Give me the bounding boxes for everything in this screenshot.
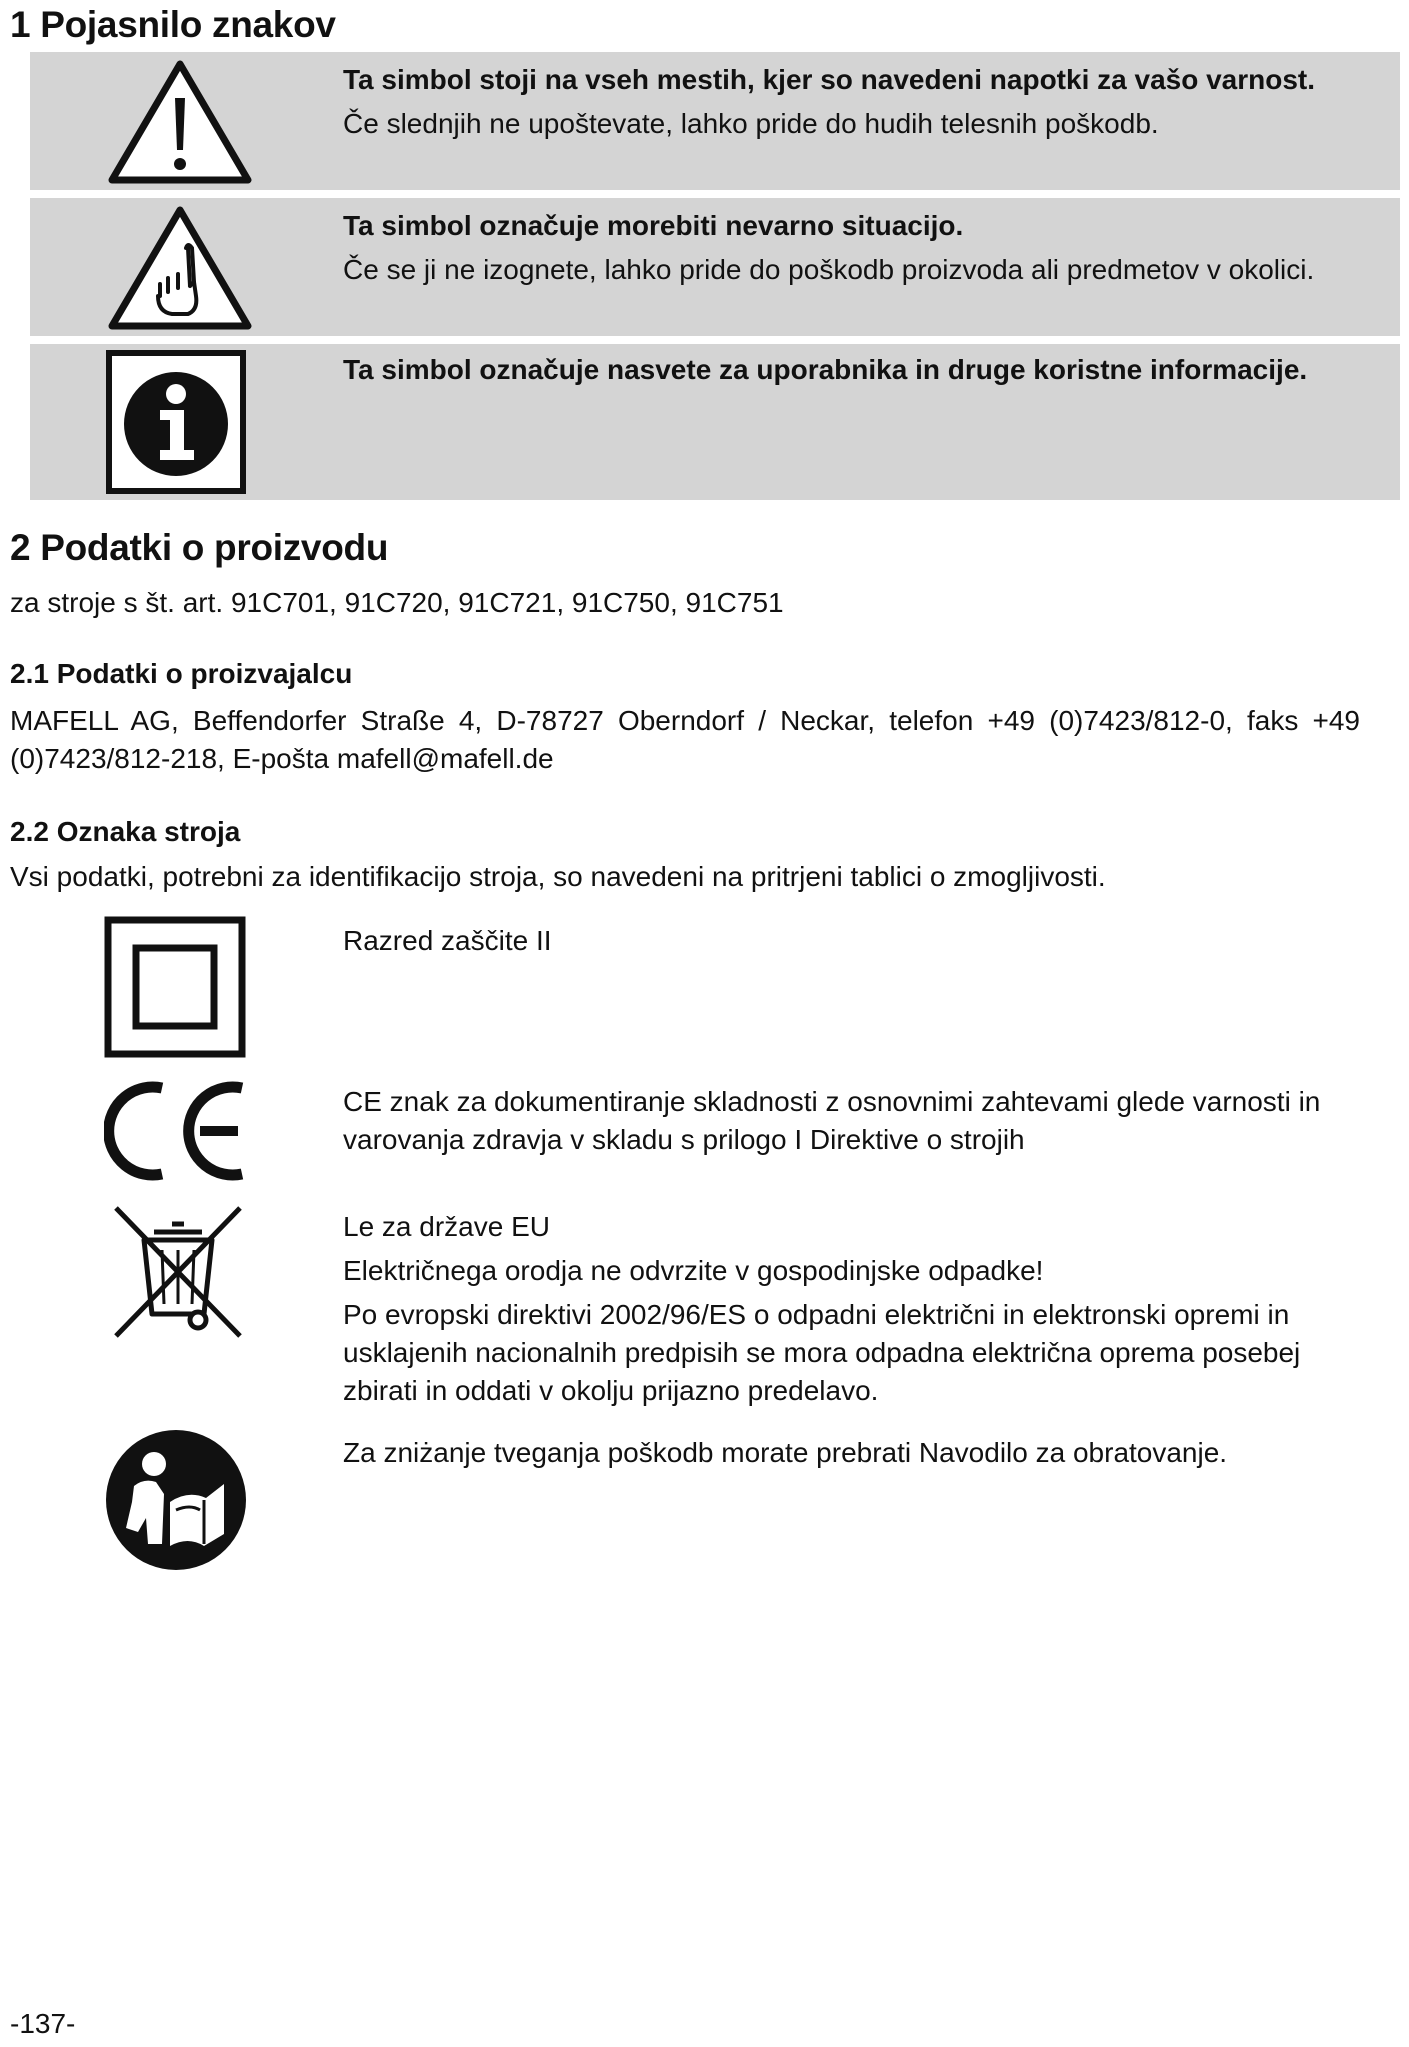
info-icon	[106, 350, 246, 494]
ce-mark-description: CE znak za dokumentiranje skladnosti z osnovnimi zahtevami glede varnosti in varovanja zdravja v skladu s prilogo I Direktive o strojih	[343, 1086, 1321, 1155]
read-manual-icon	[104, 1428, 248, 1572]
identification-text: Vsi podatki, potrebni za identifikacijo stroja, so navedeni na pritrjeni tablici o zmogljivosti.	[10, 861, 1106, 892]
section-1-heading: 1 Pojasnilo znakov	[10, 4, 336, 45]
symbol-row-info	[30, 344, 1400, 500]
read-manual-description: Za zniżanje tveganja poškodb morate prebrati Navodilo za obratovanje.	[343, 1437, 1228, 1468]
manufacturer-line-2: (0)7423/812-218, E-pošta mafell@mafell.de	[10, 743, 554, 774]
protection-class-2-icon	[104, 916, 246, 1058]
warning-hand-icon	[106, 204, 254, 332]
caution-row-bold: Ta simbol označuje morebiti nevarno situacijo.	[343, 210, 964, 241]
protection-class-text	[343, 922, 1363, 960]
caution-row-detail: Če se ji ne izognete, lahko pride do poškodb proizvoda ali predmetov v okolici.	[343, 254, 1315, 285]
warning-row-detail: Če slednjih ne upoštevate, lahko pride do hudih telesnih poškodb.	[343, 108, 1159, 139]
manufacturer-line-1: MAFELL AG, Beffendorfer Straße 4, D-78727 Oberndorf / Neckar, telefon +49 (0)7423/812-0, faks +49	[10, 705, 1360, 736]
warning-exclamation-icon	[106, 58, 254, 186]
symbol-row-caution	[30, 198, 1400, 336]
ce-mark-text	[343, 1083, 1363, 1159]
caution-row-text	[343, 204, 1390, 292]
page-number: -137-	[10, 2008, 76, 2039]
warning-row-bold: Ta simbol stoji na vseh mestih, kjer so navedeni napotki za vašo varnost.	[343, 64, 1316, 95]
warning-row-text	[343, 58, 1390, 146]
section-2-heading: 2 Podatki o proizvodu	[10, 527, 389, 568]
subsection-2-1-heading: 2.1 Podatki o proizvajalcu	[10, 658, 353, 689]
subsection-2-2-heading: 2.2 Oznaka stroja	[10, 816, 241, 847]
info-row-bold: Ta simbol označuje nasvete za uporabnika in druge koristne informacije.	[343, 354, 1308, 385]
weee-crossed-bin-icon	[110, 1204, 246, 1340]
read-manual-text	[343, 1434, 1363, 1472]
weee-text	[343, 1208, 1363, 1410]
ce-mark-icon	[104, 1080, 250, 1182]
manufacturer-info	[10, 702, 1360, 778]
weee-no-household: Električnega orodja ne odvrzite v gospodinjske odpadke!	[343, 1255, 1044, 1286]
protection-class-label: Razred zaščite II	[343, 925, 552, 956]
symbol-row-warning	[30, 52, 1400, 190]
weee-directive: Po evropski direktivi 2002/96/ES o odpadni električni in elektronski opremi in usklajenih nacionalnih predpisih se mora odpadna električna oprema posebej zbirati in oddati v okolju prijazno predelavo.	[343, 1299, 1301, 1406]
article-numbers: za stroje s št. art. 91C701, 91C720, 91C721, 91C750, 91C751	[10, 587, 784, 618]
weee-eu-only: Le za države EU	[343, 1211, 550, 1242]
info-row-text	[343, 348, 1390, 392]
